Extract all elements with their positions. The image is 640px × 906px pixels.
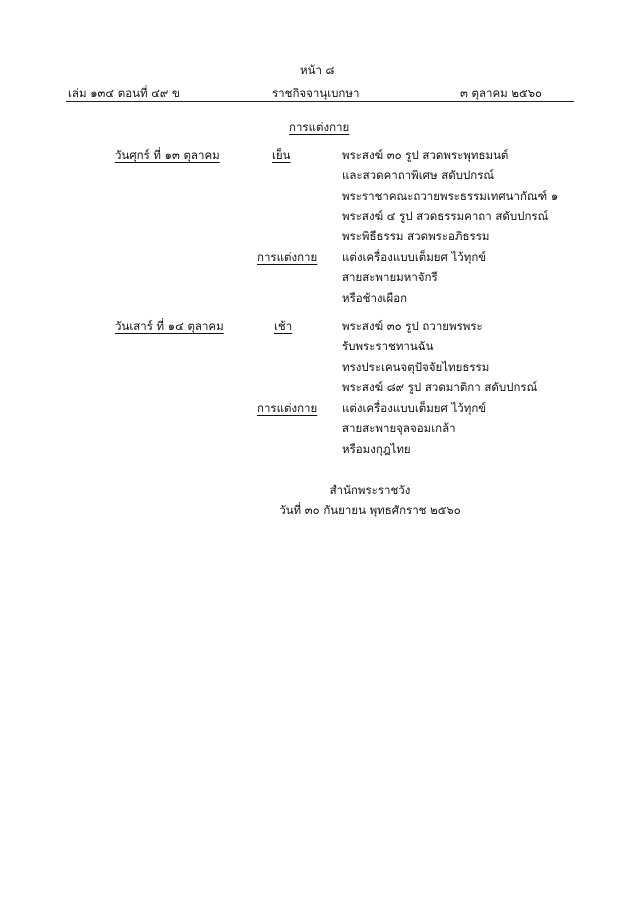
list-item: หรือมงกุฎไทย — [342, 442, 411, 456]
list-item: สายสะพายมหาจักรี — [342, 270, 438, 284]
list-item: พระสงฆ์ ๔ รูป สวดธรรมคาถา สดับปกรณ์ — [342, 209, 549, 223]
session-evening: เย็น — [272, 148, 291, 162]
signed-date: วันที่ ๓๐ กันยายน พุทธศักราช ๒๕๖๐ — [279, 503, 461, 517]
list-item: พระสงฆ์ ๓๐ รูป ถวายพรพระ — [342, 319, 483, 333]
list-item: สายสะพายจุลจอมเกล้า — [342, 421, 456, 435]
dress-label-saturday: การแต่งกาย — [257, 401, 318, 415]
list-item: แต่งเครื่องแบบเต็มยศ ไว้ทุกข์ — [342, 250, 487, 264]
issuing-office: สำนักพระราชวัง — [329, 483, 411, 497]
gazette-title: ราชกิจจานุเบกษา — [272, 86, 360, 100]
list-item: และสวดคาถาพิเศษ สดับปกรณ์ — [342, 168, 495, 182]
list-item: พระสงฆ์ ๘๙ รูป สวดมาติกา สดับปกรณ์ — [342, 380, 538, 394]
volume-issue: เล่ม ๑๓๔ ตอนที่ ๔๙ ข — [68, 86, 180, 100]
list-item: ทรงประเคนจตุปัจจัยไทยธรรม — [342, 360, 490, 374]
dress-label-friday: การแต่งกาย — [257, 250, 318, 264]
list-item: พระราชาคณะถวายพระธรรมเทศนากัณฑ์ ๑ — [342, 189, 559, 203]
day-label-friday: วันศุกร์ ที่ ๑๓ ตุลาคม — [115, 148, 220, 162]
list-item: พระสงฆ์ ๓๐ รูป สวดพระพุทธมนต์ — [342, 148, 509, 162]
section-title: การแต่งกาย — [289, 120, 350, 134]
publication-date: ๓ ตุลาคม ๒๕๖๐ — [460, 86, 543, 100]
page-number: หน้า ๘ — [300, 63, 335, 77]
session-morning: เช้า — [274, 319, 293, 333]
header-divider — [66, 101, 574, 102]
list-item: รับพระราชทานฉัน — [342, 339, 434, 353]
list-item: หรือช้างเผือก — [342, 291, 408, 305]
list-item: พระพิธีธรรม สวดพระอภิธรรม — [342, 229, 490, 243]
list-item: แต่งเครื่องแบบเต็มยศ ไว้ทุกข์ — [342, 401, 487, 415]
day-label-saturday: วันเสาร์ ที่ ๑๔ ตุลาคม — [115, 319, 224, 333]
